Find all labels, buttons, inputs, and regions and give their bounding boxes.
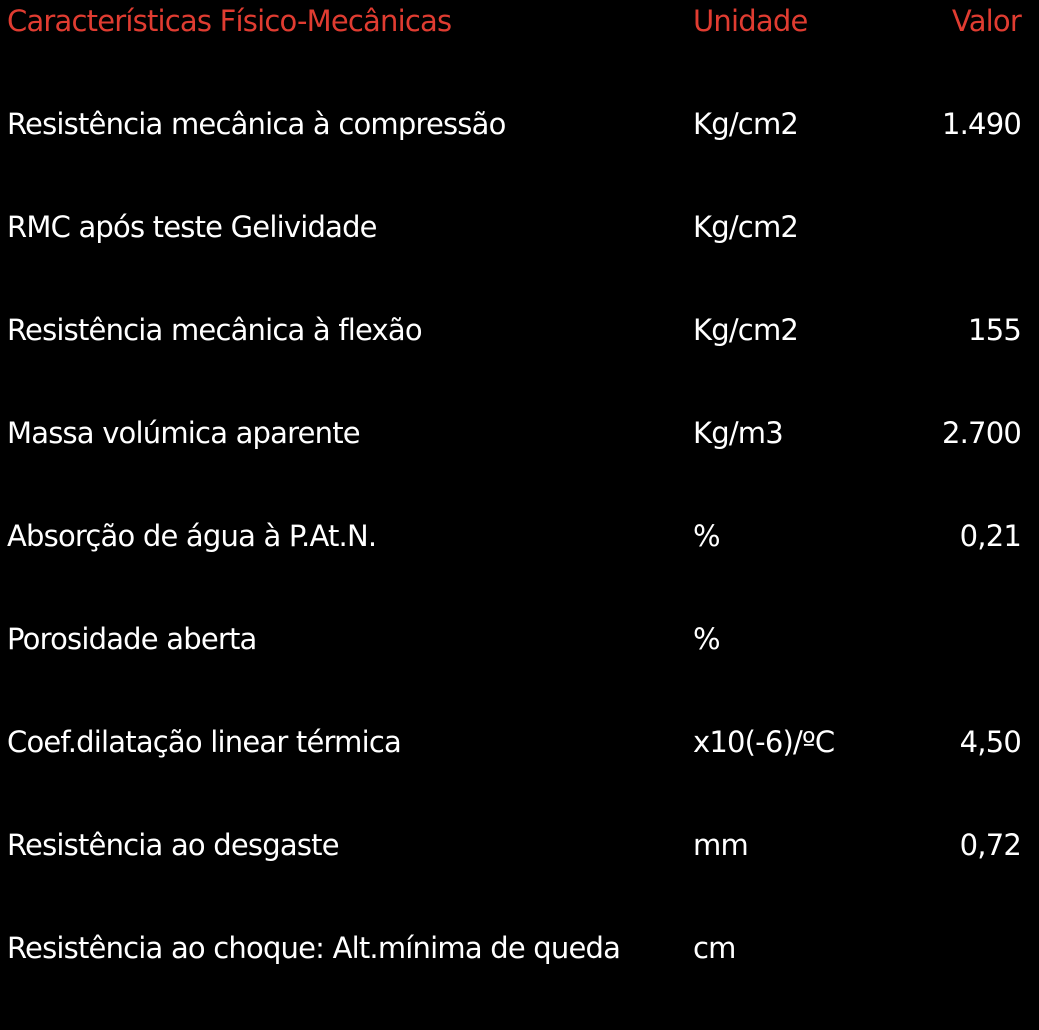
- row-unit: Kg/cm2: [693, 107, 799, 141]
- table-row: [0, 206, 1039, 309]
- row-value: 2.700: [941, 416, 1021, 450]
- table-row: [0, 412, 1039, 515]
- row-unit: %: [693, 519, 720, 553]
- header-value: Valor: [951, 4, 1021, 38]
- row-value: 155: [968, 313, 1021, 347]
- table-row: [0, 618, 1039, 721]
- table-row: [0, 103, 1039, 206]
- table-row: [0, 309, 1039, 412]
- table-row: [0, 927, 1039, 1030]
- row-unit: Kg/cm2: [693, 210, 799, 244]
- header-unit: Unidade: [693, 4, 808, 38]
- row-unit: x10(-6)/ºC: [693, 725, 835, 759]
- row-characteristic: Resistência mecânica à compressão: [7, 107, 506, 141]
- row-characteristic: Absorção de água à P.At.N.: [7, 519, 377, 553]
- table-row: [0, 721, 1039, 824]
- row-unit: Kg/cm2: [693, 313, 799, 347]
- row-characteristic: RMC após teste Gelividade: [7, 210, 377, 244]
- table-row: [0, 824, 1039, 927]
- header-characteristic: Características Físico-Mecânicas: [7, 4, 452, 38]
- row-characteristic: Resistência mecânica à flexão: [7, 313, 422, 347]
- row-characteristic: Resistência ao desgaste: [7, 828, 339, 862]
- row-characteristic: Coef.dilatação linear térmica: [7, 725, 401, 759]
- row-unit: mm: [693, 828, 748, 862]
- row-characteristic: Porosidade aberta: [7, 622, 257, 656]
- table-row: [0, 515, 1039, 618]
- row-value: 1.490: [941, 107, 1021, 141]
- row-unit: cm: [693, 931, 736, 965]
- row-characteristic: Resistência ao choque: Alt.mínima de queda: [7, 931, 621, 965]
- row-unit: Kg/m3: [693, 416, 783, 450]
- row-characteristic: Massa volúmica aparente: [7, 416, 360, 450]
- table-header-row: [0, 0, 1039, 103]
- row-value: 0,72: [959, 828, 1021, 862]
- row-value: 0,21: [959, 519, 1021, 553]
- row-unit: %: [693, 622, 720, 656]
- row-value: 4,50: [959, 725, 1021, 759]
